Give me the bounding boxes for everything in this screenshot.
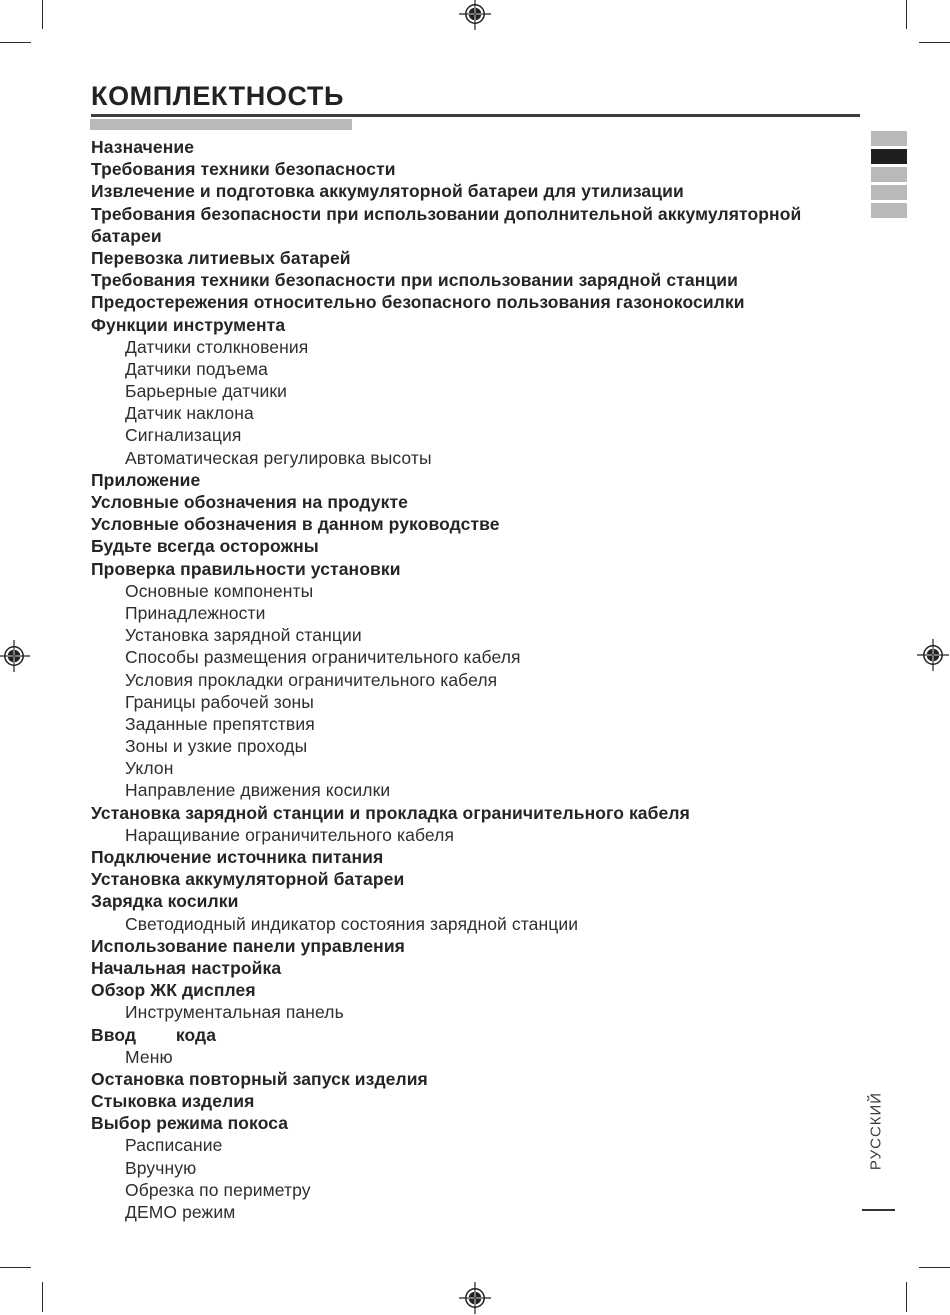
language-label: РУССКИЙ bbox=[867, 1091, 885, 1171]
crop-mark bbox=[919, 42, 950, 43]
toc-entry: Обрезка по периметру bbox=[125, 1179, 311, 1200]
toc-entry: Назначение bbox=[91, 137, 195, 157]
registration-mark-bottom bbox=[458, 1281, 492, 1315]
toc-entry: Проверка правильности установки bbox=[91, 558, 401, 579]
toc-entry: Вручную bbox=[125, 1157, 197, 1178]
toc-entry: Меню bbox=[125, 1046, 173, 1067]
section-tab-strip bbox=[871, 131, 907, 221]
toc-entry: Использование панели управления bbox=[91, 935, 405, 956]
section-tab bbox=[871, 185, 907, 200]
registration-mark-left bbox=[0, 639, 31, 673]
toc-entry: Заданные препятствия bbox=[125, 713, 315, 734]
toc-entry: Принадлежности bbox=[125, 602, 266, 623]
page-title: КОМПЛЕКТНОСТЬ bbox=[91, 81, 345, 111]
toc-entry: Предостережения относительно безопасного пользования газонокосилки bbox=[91, 292, 745, 313]
toc-entry: Требования техники безопасности bbox=[91, 159, 396, 180]
toc-entry: Сигнализация bbox=[125, 425, 242, 446]
toc-entry: Направление движения косилки bbox=[125, 780, 391, 801]
toc-entry: Светодиодный индикатор состояния зарядной станции bbox=[125, 913, 579, 934]
toc-entry: Датчики подъема bbox=[125, 358, 268, 379]
toc-entry: Условия прокладки ограничительного кабеля bbox=[125, 669, 498, 690]
toc-entry: Датчики столкновения bbox=[125, 336, 309, 357]
toc-entry: Будьте всегда осторожны bbox=[91, 536, 319, 557]
section-tab-active bbox=[871, 149, 907, 164]
toc-entry: Автоматическая регулировка высоты bbox=[125, 447, 432, 468]
crop-mark bbox=[0, 1267, 31, 1268]
toc-entry: Установка зарядной станции bbox=[125, 625, 362, 646]
toc-entry: Условные обозначения на продукте bbox=[91, 492, 408, 512]
toc-entry: Перевозка литиевых батарей bbox=[91, 247, 351, 268]
toc-entry: Требования техники безопасности при использовании зарядной станции bbox=[91, 270, 738, 291]
table-of-contents bbox=[91, 136, 863, 1223]
toc-entry: Расписание bbox=[125, 1135, 223, 1156]
toc-entry: Остановка повторный запуск изделия bbox=[91, 1068, 428, 1089]
toc-entry: батареи bbox=[91, 225, 162, 246]
toc-entry: Границы рабочей зоны bbox=[125, 691, 314, 712]
crop-mark bbox=[919, 1267, 950, 1268]
toc-entry: Способы размещения ограничительного кабеля bbox=[125, 647, 521, 668]
toc-entry: Зоны и узкие проходы bbox=[125, 736, 308, 757]
toc-entry: Обзор ЖК дисплея bbox=[91, 980, 256, 1001]
toc-entry: Датчик наклона bbox=[125, 403, 254, 424]
crop-mark bbox=[0, 42, 31, 43]
toc-entry: Выбор режима покоса bbox=[91, 1113, 289, 1134]
crop-mark bbox=[906, 1282, 907, 1312]
section-tab bbox=[871, 203, 907, 218]
language-rule bbox=[862, 1209, 895, 1211]
title-gray-bar bbox=[90, 119, 352, 130]
toc-entry: Уклон bbox=[125, 758, 174, 779]
toc-entry: Инструментальная панель bbox=[125, 1002, 344, 1023]
toc-entry: Подключение источника питания bbox=[91, 847, 384, 867]
crop-mark bbox=[42, 1282, 43, 1312]
toc-entry: Установка зарядной станции и прокладка ограничительного кабеля bbox=[91, 802, 690, 823]
toc-entry: Извлечение и подготовка аккумуляторной батареи для утилизации bbox=[91, 181, 684, 202]
toc-entry: Требования безопасности при использовании дополнительной аккумуляторной bbox=[91, 203, 802, 224]
toc-entry: Зарядка косилки bbox=[91, 891, 239, 912]
title-rule bbox=[91, 114, 860, 117]
registration-mark-top bbox=[458, 0, 492, 31]
toc-entry: Барьерные датчики bbox=[125, 381, 287, 402]
section-tab bbox=[871, 167, 907, 182]
registration-mark-right bbox=[916, 638, 950, 672]
toc-entry: Наращивание ограничительного кабеля bbox=[125, 824, 455, 845]
toc-entry: Ввод кода bbox=[91, 1024, 217, 1045]
toc-entry: Установка аккумуляторной батареи bbox=[91, 869, 405, 890]
crop-mark bbox=[42, 0, 43, 29]
crop-mark bbox=[906, 0, 907, 29]
toc-entry: ДЕМО режим bbox=[125, 1202, 236, 1222]
toc-entry: Приложение bbox=[91, 469, 201, 490]
toc-entry: Стыковка изделия bbox=[91, 1091, 255, 1112]
section-tab bbox=[871, 131, 907, 146]
toc-entry: Начальная настройка bbox=[91, 957, 282, 978]
toc-entry: Функции инструмента bbox=[91, 314, 286, 335]
toc-entry: Основные компоненты bbox=[125, 580, 314, 601]
toc-entry: Условные обозначения в данном руководстве bbox=[91, 514, 500, 535]
